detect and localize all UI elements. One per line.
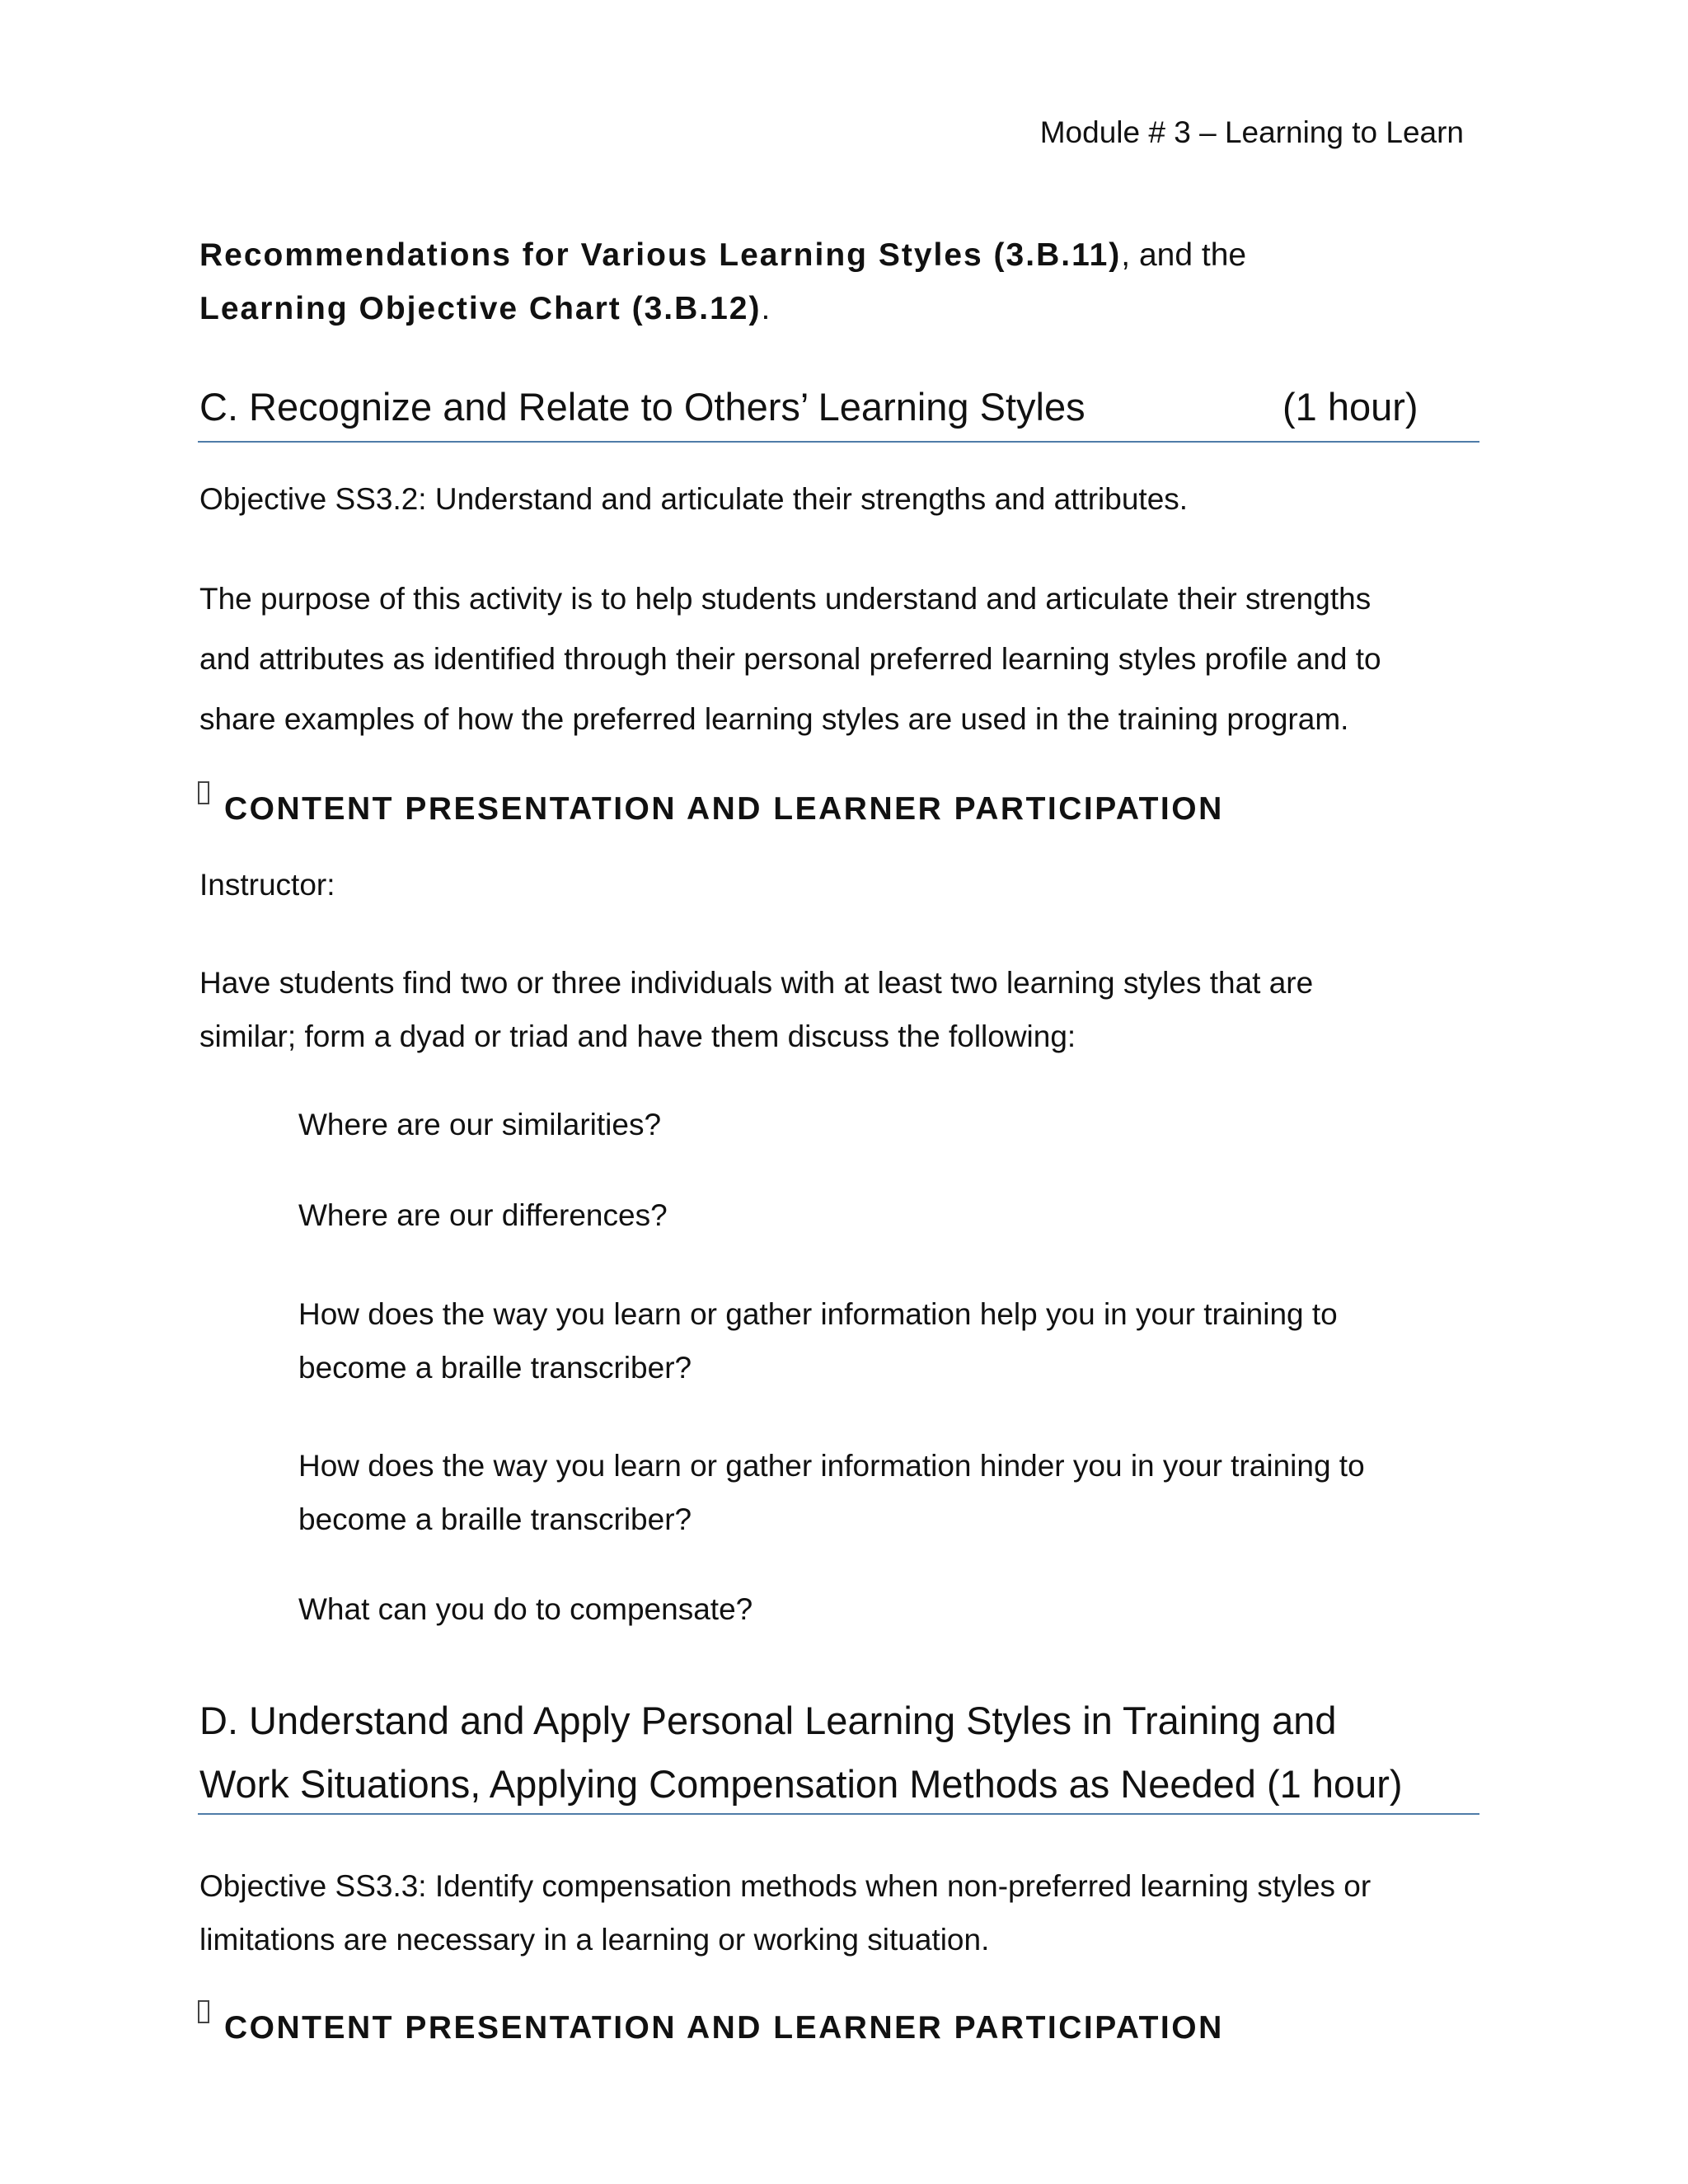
section-c-cp-heading: CONTENT PRESENTATION AND LEARNER PARTICIPATION xyxy=(224,791,1224,827)
intro-line-2 xyxy=(199,291,770,327)
section-d-cp-heading: CONTENT PRESENTATION AND LEARNER PARTICIPATION xyxy=(224,2010,1224,2046)
section-c-rule xyxy=(198,441,1479,443)
section-c-objective: Objective SS3.2: Understand and articulate their strengths and attributes. xyxy=(199,482,1189,516)
intro-line-1 xyxy=(199,237,1246,274)
section-c-title: C. Recognize and Relate to Others’ Learning Styles xyxy=(199,385,1085,429)
section-d-heading-line-1: D. Understand and Apply Personal Learning Styles in Training and xyxy=(199,1699,1337,1742)
purpose-line-1: The purpose of this activity is to help students understand and articulate their strengths xyxy=(199,582,1372,616)
instruction-line-1: Have students find two or three individuals with at least two learning styles that are xyxy=(199,966,1314,1000)
question-hinder-line-2: become a braille transcriber? xyxy=(298,1502,692,1536)
question-similarities: Where are our similarities? xyxy=(298,1108,662,1141)
presentation-marker-icon xyxy=(198,2000,209,2023)
intro-reference-recommendations: Recommendations for Various Learning Styles (3.B.11) xyxy=(199,237,1122,273)
question-compensate: What can you do to compensate? xyxy=(298,1592,753,1626)
question-hinder-line-1: How does the way you learn or gather information hinder you in your training to xyxy=(298,1449,1365,1483)
intro-connector: , and the xyxy=(1121,237,1247,273)
purpose-line-2: and attributes as identified through their personal preferred learning styles profile and to xyxy=(199,642,1381,676)
question-help-line-1: How does the way you learn or gather information help you in your training to xyxy=(298,1297,1338,1331)
section-d-objective-line-1: Objective SS3.3: Identify compensation methods when non-preferred learning styles or xyxy=(199,1869,1372,1903)
running-header: Module # 3 – Learning to Learn xyxy=(1039,115,1464,149)
section-d-heading-line-2: Work Situations, Applying Compensation Methods as Needed (1 hour) xyxy=(199,1762,1403,1806)
section-d-objective-line-2: limitations are necessary in a learning or working situation. xyxy=(199,1923,990,1957)
intro-period: . xyxy=(761,291,771,326)
section-c-heading xyxy=(199,384,1477,429)
presentation-marker-icon xyxy=(198,781,209,804)
question-help-line-2: become a braille transcriber? xyxy=(298,1351,692,1385)
section-d-rule xyxy=(198,1813,1479,1815)
purpose-line-3: share examples of how the preferred learning styles are used in the training program. xyxy=(199,702,1349,736)
question-differences: Where are our differences? xyxy=(298,1198,668,1232)
instructor-label: Instructor: xyxy=(199,868,335,902)
intro-reference-objective-chart: Learning Objective Chart (3.B.12) xyxy=(199,291,762,326)
instruction-line-2: similar; form a dyad or triad and have them discuss the following: xyxy=(199,1019,1076,1053)
section-c-duration: (1 hour) xyxy=(1282,385,1418,429)
